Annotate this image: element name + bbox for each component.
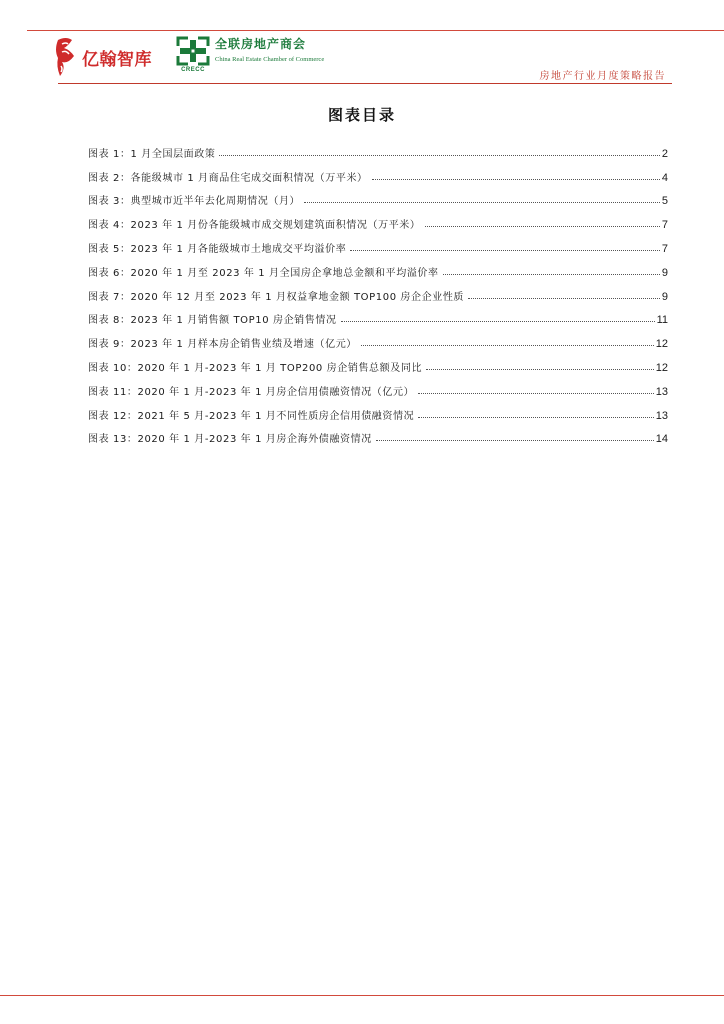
toc-entry-label: 图表 7：2020 年 12 月至 2023 年 1 月权益拿地金额 TOP100 房企企业性质 [88, 291, 465, 303]
toc-entry[interactable] [88, 422, 668, 446]
toc-entry[interactable] [88, 326, 668, 350]
toc-entry-page: 4 [661, 171, 668, 184]
toc-entry-label: 图表 8：2023 年 1 月销售额 TOP10 房企销售情况 [88, 315, 337, 327]
toc-entry-page: 14 [655, 433, 668, 446]
toc-entry[interactable] [88, 398, 668, 422]
toc-entry-label: 图表 4：2023 年 1 月份各能级城市成交规划建筑面积情况（万平米） [88, 220, 421, 232]
report-type-label: 房地产行业月度策略报告 [539, 71, 666, 82]
toc-leader [372, 178, 660, 180]
toc-entry[interactable] [88, 136, 668, 160]
toc-entry-page: 7 [661, 242, 668, 255]
toc-entry-label: 图表 5：2023 年 1 月各能级城市土地成交平均溢价率 [88, 243, 347, 255]
header-rule [58, 83, 672, 84]
toc-leader [443, 273, 660, 275]
toc-entry-label: 图表 11：2020 年 1 月-2023 年 1 月房企信用债融资情况（亿元） [88, 386, 415, 398]
crecc-emblem [176, 36, 210, 73]
toc-leader [426, 368, 654, 370]
crecc-abbr: CRECC [181, 67, 205, 73]
toc-entry-page: 11 [656, 314, 668, 327]
crecc-name-cn: 全联房地产商会 [215, 37, 307, 51]
toc-entry-page: 5 [661, 195, 668, 208]
toc-leader [361, 344, 654, 346]
yihan-logo-text: 亿翰智库 [82, 49, 152, 70]
yihan-logo-mark-icon [54, 36, 78, 78]
toc-entry[interactable] [88, 184, 668, 208]
toc-entry-page: 9 [661, 266, 668, 279]
toc-entry-label: 图表 12：2021 年 5 月-2023 年 1 月不同性质房企信用债融资情况 [88, 410, 415, 422]
toc-list [88, 136, 668, 445]
toc-leader [350, 249, 660, 251]
toc-entry-page: 13 [655, 385, 668, 398]
toc-entry-label: 图表 1：1 月全国层面政策 [88, 148, 216, 160]
toc-entry[interactable] [88, 374, 668, 398]
toc-entry-label: 图表 10：2020 年 1 月-2023 年 1 月 TOP200 房企销售总额及同比 [88, 362, 423, 374]
toc-entry-page: 13 [655, 409, 668, 422]
toc-leader [468, 297, 660, 299]
toc-title: 图表目录 [327, 106, 396, 124]
crecc-emblem-icon [176, 36, 210, 66]
toc-entry[interactable] [88, 350, 668, 374]
toc-entry[interactable] [88, 207, 668, 231]
toc-entry-label: 图表 6：2020 年 1 月至 2023 年 1 月全国房企拿地总金额和平均溢价率 [88, 267, 439, 279]
toc-entry-page: 12 [655, 338, 668, 351]
toc-entry-label: 图表 13：2020 年 1 月-2023 年 1 月房企海外债融资情况 [88, 434, 372, 446]
toc-leader [425, 225, 660, 227]
toc-entry-page: 9 [661, 290, 668, 303]
toc-leader [341, 320, 655, 322]
yihan-logo [54, 36, 152, 78]
toc-entry[interactable] [88, 160, 668, 184]
toc-entry-label: 图表 9：2023 年 1 月样本房企销售业绩及增速（亿元） [88, 339, 357, 351]
toc-entry-label: 图表 3：典型城市近半年去化周期情况（月） [88, 196, 301, 208]
toc-entry[interactable] [88, 231, 668, 255]
bottom-border-rule [0, 995, 724, 996]
toc-entry-page: 12 [655, 361, 668, 374]
toc-leader [418, 392, 654, 394]
toc-entry-label: 图表 2：各能级城市 1 月商品住宅成交面积情况（万平米） [88, 172, 368, 184]
toc-entry-page: 7 [661, 219, 668, 232]
toc-entry[interactable] [88, 303, 668, 327]
toc-entry[interactable] [88, 279, 668, 303]
page-header [0, 0, 724, 90]
toc-entry-page: 2 [661, 147, 668, 160]
toc-leader [418, 416, 654, 418]
toc-entry[interactable] [88, 255, 668, 279]
crecc-logo [176, 36, 325, 73]
toc-leader [304, 201, 660, 203]
crecc-name-en: China Real Estate Chamber of Commerce [215, 56, 325, 63]
toc-leader [376, 439, 654, 441]
toc-leader [219, 154, 659, 156]
